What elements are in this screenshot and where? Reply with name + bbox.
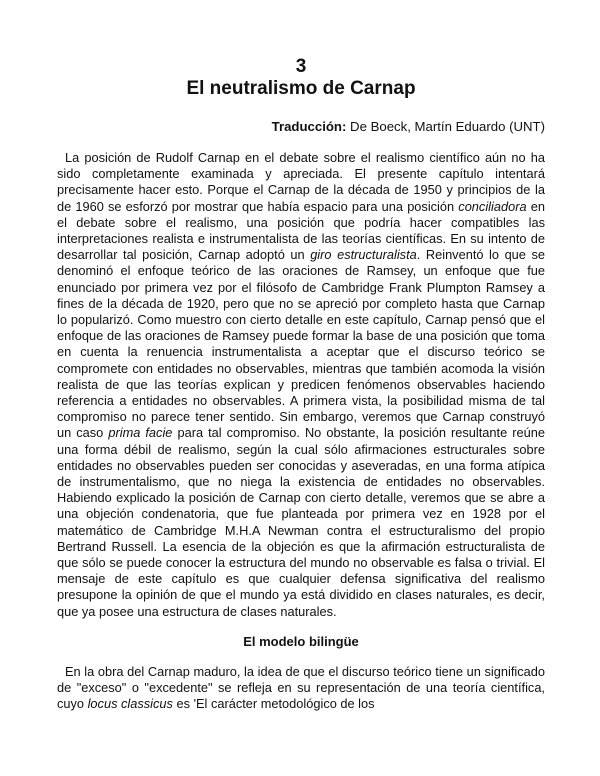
translation-credit: [57, 119, 545, 135]
chapter-title: El neutralismo de Carnap: [186, 78, 416, 99]
paragraph-text: . Reinventó lo que se denominó el enfoque teórico de las oraciones de Ramsey, un enfoque que fue enunciado por primera vez por el filósofo de Cambridge Frank Plumpton Ramsey a fines de la década de 1920, pero que no se apreció por completo hasta que Carnap lo popularizó. Como muestro con cierto detalle en este capítulo, Carnap pensó que el enfoque de las oraciones de Ramsey puede formar la base de una posición que toma en cuenta la renuencia instrumentalista a aceptar que el discurso teórico se compromete con entidades no observables, mientras que también acomoda la visión realista de que las teorías explican y predicen fenómenos observables haciendo referencia a entidades no observables. A primera vista, la posibilidad misma de tal compromiso no parece tener sentido. Sin embargo, veremos que Carnap construyó un caso: [57, 247, 545, 441]
italic-term: prima facie: [108, 425, 173, 441]
body-paragraph-2: [57, 664, 545, 713]
italic-term: giro estructuralista: [310, 247, 417, 263]
body-paragraph-1: [57, 150, 545, 620]
document-page: [57, 56, 545, 713]
translator-names: De Boeck, Martín Eduardo (UNT): [350, 119, 545, 134]
paragraph-text: para tal compromiso. No obstante, la posición resultante reúne una forma débil de realismo, según la cual sólo afirmaciones estructurales sobre entidades no observables pueden ser conocidas y aseveradas, en una forma atípica de instrumentalismo, que no niega la existencia de entidades no observables. Habiendo explicado la posición de Carnap con cierto detalle, veremos que se abre a una objeción condenatoria, que fue planteada por primera vez en 1928 por el matemático de Cambridge M.H.A Newman contra el estructuralismo del propio Bertrand Russell. La esencia de la objeción es que la afirmación estructuralista de que sólo se puede conocer la estructura del mundo no observable es falsa o trivial. El mensaje de este capítulo es que cualquier defensa significativa del realismo presupone la opinión de que el mundo ya está dividido en clases naturales, es decir, que ya posee una estructura de clases naturales.: [57, 425, 545, 619]
italic-term: conciliadora: [458, 198, 527, 214]
paragraph-text: En la obra del Carnap maduro, la idea de que el discurso teórico tiene un significado de "exceso" o "excedente" se refleja en su representación de una teoría científica, cuyo: [57, 663, 545, 712]
chapter-number: 3: [295, 56, 307, 77]
section-heading: El modelo bilingüe: [243, 633, 359, 649]
paragraph-text: en el debate sobre el realismo, una posición que podría hacer compatibles las interpretaciones realista e instrumentalista de las teorías científicas. En su intento de desarrollar tal posición, Carnap adoptó un: [57, 198, 545, 263]
paragraph-text: La posición de Rudolf Carnap en el debate sobre el realismo científico aún no ha sido completamente examinada y apreciada. El presente capítulo intentará precisamente hacer esto. Porque el Carnap de la década de 1950 y principios de la de 1960 se esforzó por mostrar que había espacio para una posición: [57, 150, 545, 214]
paragraph-text: es 'El carácter metodológico de los: [172, 696, 375, 712]
translation-label: Traducción:: [271, 119, 347, 134]
italic-term: locus classicus: [87, 696, 173, 712]
